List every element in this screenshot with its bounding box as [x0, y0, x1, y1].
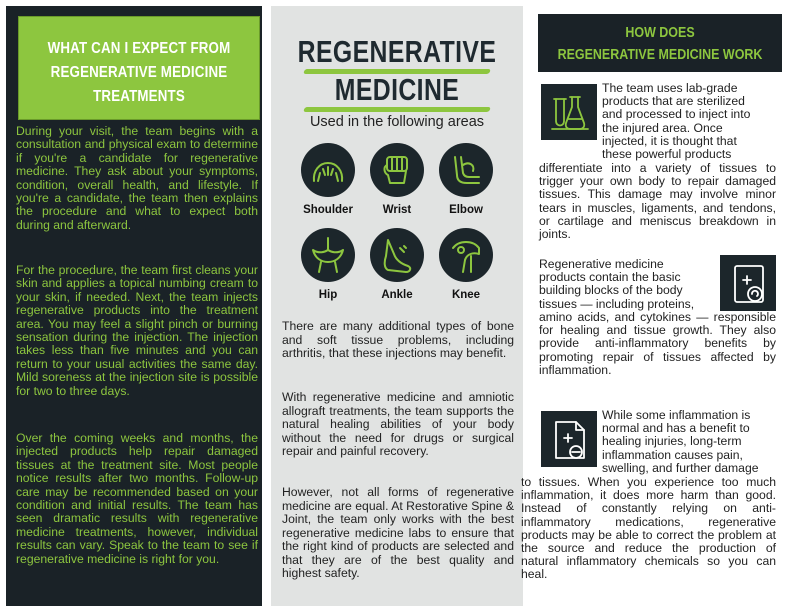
p1-line-1: The team uses lab-grade — [602, 81, 738, 95]
fist-icon — [370, 143, 424, 197]
middle-panel — [271, 6, 523, 606]
right-heading-line-1: HOW DOES — [625, 25, 695, 41]
right-heading-banner — [538, 14, 782, 72]
area-label-ankle: Ankle — [381, 289, 413, 301]
middle-title-line-2: MEDICINE — [334, 72, 460, 107]
p2-line-2: products contain the basic — [539, 270, 681, 285]
p2-line-4: tissues — including proteins, — [539, 296, 695, 311]
title-brush-stroke-2 — [303, 107, 491, 112]
left-heading-line-3: TREATMENTS — [93, 88, 185, 105]
middle-paragraph-2: With regenerative medicine and amniotic allograft treatments, the team supports the natural healing abilities of your body without the need for drugs or surgical repair and painful recovery. — [282, 390, 514, 458]
area-label-elbow: Elbow — [449, 204, 483, 216]
middle-title-line-1: REGENERATIVE — [297, 34, 497, 69]
p1-line-2: products that are sterilized — [602, 94, 745, 109]
area-label-shoulder: Shoulder — [303, 204, 353, 216]
left-heading-line-1: WHAT CAN I EXPECT FROM — [47, 40, 231, 57]
right-paragraph-1-wrapped — [602, 82, 776, 161]
area-label-wrist: Wrist — [382, 204, 412, 216]
p2-line-1: Regenerative medicine — [539, 257, 664, 271]
middle-paragraph-1: There are many additional types of bone and soft tissue problems, including arthritis, that these injections may benefit. — [282, 319, 514, 360]
medical-report-icon — [541, 411, 597, 467]
p3-line-4: inflammation causes pain, — [602, 447, 743, 462]
right-paragraph-2-rest: amino acids, and cytokines — responsible for healing and tissue growth. They also provide anti-inflammatory benefits by promoting repair of tissues affected by inflammation. — [539, 310, 776, 377]
elbow-icon — [439, 143, 493, 197]
p3-line-5: swelling, and further damage — [602, 460, 759, 475]
p3-line-1: While some inflammation is — [602, 408, 751, 422]
foot-icon — [370, 228, 424, 282]
left-heading-line-2: REGENERATIVE MEDICINE — [50, 64, 228, 81]
right-paragraph-3-rest: to tissues. When you experience too much inflammation, it does more harm than good. Instead of constantly relying on anti-inflammatory medications, regenerative products may be able to correct the problem at the source and reduce the production of natural inflammatory chemicals so you can heal. — [521, 475, 776, 582]
hip-icon — [301, 228, 355, 282]
middle-paragraph-3: However, not all forms of regenerative medicine are equal. At Restorative Spine & Joint, the team only works with the best regenerative medicine labs to ensure that the right kind of products are selected and that they are of the best quality and highest safety. — [282, 485, 514, 580]
left-paragraph-1: During your visit, the team begins with a consultation and physical exam to determine if you're a candidate for regenerative medicine. They ask about your symptoms, condition, overall health, and lifestyle. If you're a candidate, the team then explains the procedure and what to expect both during and afterward. — [16, 124, 258, 232]
p2-line-3: building blocks of the body — [539, 283, 683, 298]
p1-line-5: injected, it is thought that — [602, 133, 737, 148]
left-paragraph-3: Over the coming weeks and months, the injected products help repair damaged tissues at the treatment site. Most people notice results after two months. Follow-up care may be recommended based on your condition and initial results. The team has seen dramatic results with regenerative medicine treatments, however, individual results can vary. Speak to the team to see if regenerative medicine is right for you. — [16, 431, 258, 566]
middle-subtitle: Used in the following areas — [309, 114, 485, 130]
left-heading-banner — [18, 16, 260, 120]
p3-line-3: healing injuries, long-term — [602, 434, 742, 449]
area-label-hip: Hip — [318, 289, 338, 301]
p3-line-2: normal and has a benefit to — [602, 421, 750, 436]
right-paragraph-3-wrapped — [602, 409, 776, 475]
medical-kit-icon — [720, 255, 776, 311]
area-label-knee: Knee — [451, 289, 481, 301]
left-panel — [6, 6, 262, 606]
right-heading-line-2: REGENERATIVE MEDICINE WORK — [557, 47, 763, 63]
p1-line-6: these powerful products — [602, 147, 732, 162]
lab-flasks-icon — [541, 84, 597, 140]
left-paragraph-2: For the procedure, the team first cleans your skin and applies a topical numbing cream to your skin, if needed. Next, the team injects regenerative products into the treatment area. You may feel a slight pinch or burning sensation during the injection. The injection takes less than five minutes and you can return to your usual activities the same day. Mild soreness at the injection site is possible for two to three days. — [16, 263, 258, 398]
p1-line-4: the injured area. Once — [602, 120, 723, 135]
p1-line-3: and processed to inject into — [602, 107, 751, 122]
knee-icon — [439, 228, 493, 282]
shoulder-icon — [301, 143, 355, 197]
right-paragraph-2-wrapped — [539, 258, 713, 311]
right-paragraph-1-rest: differentiate into a variety of tissues to trigger your own body to repair damaged tissues. This damage may involve minor tears in muscles, ligaments, and tendons, or cartilage and meniscus breakdown in joints. — [539, 161, 776, 242]
